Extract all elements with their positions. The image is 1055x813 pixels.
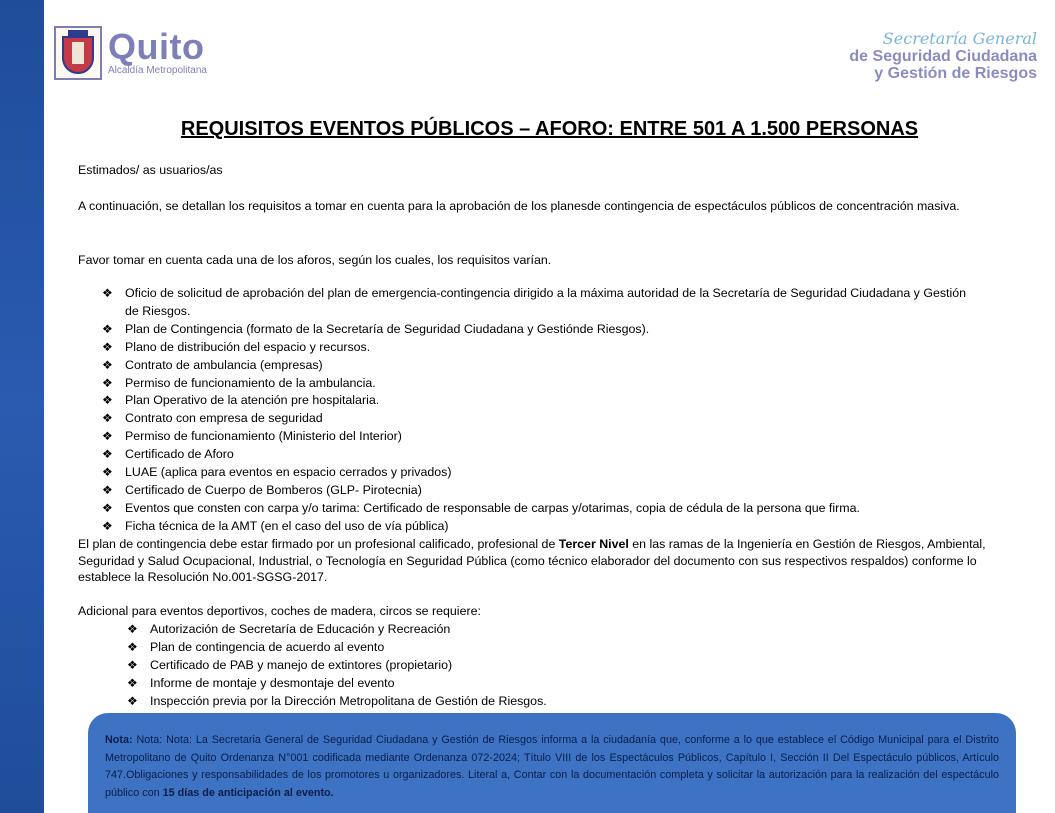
list-item: ❖ Autorización de Secretaría de Educación y Recreación — [125, 621, 975, 639]
secretaria-header — [849, 30, 1037, 82]
quito-logo — [54, 26, 207, 80]
page-title: REQUISITOS EVENTOS PÚBLICOS – AFORO: ENTRE 501 A 1.500 PERSONAS — [180, 118, 919, 140]
note-box — [88, 713, 1016, 813]
diamond-bullet-icon: ❖ — [102, 482, 113, 497]
diamond-bullet-icon: ❖ — [127, 675, 138, 690]
list-item: ❖ Eventos que consten con carpa y/o tarima: Certificado de responsable de carpas y/otarimas, copia de cédula de la persona que firma. — [100, 500, 980, 518]
list-item: ❖ Informe de montaje y desmontaje del evento — [125, 675, 975, 693]
list-item: ❖ Plano de distribución del espacio y recursos. — [100, 339, 980, 357]
list-item: ❖ Certificado de Aforo — [100, 446, 980, 464]
intro-paragraph: A continuación, se detallan los requisitos a tomar en cuenta para la aprobación de los planesde contingencia de espectáculos públicos de concentración masiva. — [78, 199, 960, 213]
list-item: ❖ Permiso de funcionamiento de la ambulancia. — [100, 375, 980, 393]
additional-list — [125, 621, 975, 711]
note-text: Nota: Nota: Nota: La Secretaria General de Seguridad Ciudadana y Gestión de Riesgos informa a la ciudadanía que, conforme a lo que establece el Código Municipal para el Distrito Metropolitano de Quito Ordenanza N°001 codificada mediante Ordenanza 072-2024; Título VIII de los Espectáculos Públicos, Capítulo I, Sección II Del Espectáculo públicos, Artículo 747.Obligaciones y responsabilidades de los promotores u organizadores. Literal a, Contar con la documentación completa y solicitar la autorización para la realización del espectáculo público con 15 días de anticipación al evento. — [105, 734, 999, 799]
list-item: ❖ Ficha técnica de la AMT (en el caso del uso de vía pública) — [100, 518, 980, 536]
additional-intro: Adicional para eventos deportivos, coches de madera, circos se requiere: — [78, 604, 481, 618]
diamond-bullet-icon: ❖ — [102, 518, 113, 533]
diamond-bullet-icon: ❖ — [102, 375, 113, 390]
note-bold-end: 15 días de anticipación al evento. — [162, 786, 334, 799]
greeting: Estimados/ as usuarios/as — [78, 163, 223, 177]
diamond-bullet-icon: ❖ — [102, 411, 113, 426]
diamond-bullet-icon: ❖ — [127, 622, 138, 636]
diamond-bullet-icon: ❖ — [102, 500, 113, 515]
list-item: ❖ Plan Operativo de la atención pre hospitalaria. — [100, 392, 980, 410]
list-item: ❖ Permiso de funcionamiento (Ministerio del Interior) — [100, 428, 980, 446]
secretaria-top: Secretaría General — [882, 29, 1037, 48]
list-item: ❖ Contrato de ambulancia (empresas) — [100, 357, 980, 375]
document-page — [44, 0, 1055, 813]
diamond-bullet-icon: ❖ — [102, 357, 113, 372]
list-item: ❖ Oficio de solicitud de aprobación del plan de emergencia-contingencia dirigido a la máxima autoridad de la Secretaría de Seguridad Ciudadana y Gestión de Riesgos. — [102, 286, 967, 318]
list-item: ❖ LUAE (aplica para eventos en espacio cerrados y privados) — [100, 464, 980, 482]
diamond-bullet-icon: ❖ — [127, 693, 138, 708]
list-item: ❖ Plan de contingencia de acuerdo al evento — [125, 639, 975, 657]
diamond-bullet-icon: ❖ — [102, 393, 113, 408]
diamond-bullet-icon: ❖ — [127, 657, 138, 672]
plan-paragraph: El plan de contingencia debe estar firmado por un profesional calificado, profesional de Tercer Nivel en las ramas de la Ingeniería en Gestión de Riesgos, Ambiental, Seguridad y Salud Ocupacional, Industrial, o Tecnología en Seguridad Pública (como técnico elaborador del documento con sus respectivos respaldos) conforme lo establece la Resolución No.001-SGSG-2017. — [78, 537, 986, 584]
list-item: ❖ Certificado de Cuerpo de Bomberos (GLP- Pirotecnia) — [100, 482, 980, 500]
secretaria-line-1: de Seguridad Ciudadana — [849, 48, 1037, 65]
diamond-bullet-icon: ❖ — [102, 286, 113, 300]
diamond-bullet-icon: ❖ — [102, 447, 113, 462]
diamond-bullet-icon: ❖ — [102, 429, 113, 444]
favor-paragraph: Favor tomar en cuenta cada una de los aforos, según los cuales, los requisitos varían. — [78, 253, 552, 267]
list-item: ❖ Inspección previa por la Dirección Metropolitana de Gestión de Riesgos. — [125, 693, 975, 711]
secretaria-line-2: y Gestión de Riesgos — [874, 65, 1037, 82]
diamond-bullet-icon: ❖ — [102, 339, 113, 354]
note-label: Nota: — [105, 734, 133, 746]
logo-subtitle: Alcaldía Metropolitana — [108, 65, 207, 76]
requirements-list — [100, 285, 980, 536]
list-item: ❖ Contrato con empresa de seguridad — [100, 410, 980, 428]
logo-word: Quito — [108, 26, 205, 67]
left-decorative-stripe — [0, 0, 44, 813]
diamond-bullet-icon: ❖ — [102, 321, 113, 336]
quito-crest-icon — [54, 26, 102, 80]
list-item: ❖ Certificado de PAB y manejo de extintores (propietario) — [125, 657, 975, 675]
diamond-bullet-icon: ❖ — [102, 465, 113, 480]
diamond-bullet-icon: ❖ — [127, 639, 138, 654]
list-item: ❖ Plan de Contingencia (formato de la Secretaría de Seguridad Ciudadana y Gestiónde Riesgos). — [100, 321, 980, 339]
tercer-nivel-bold: Tercer Nivel — [558, 537, 629, 551]
